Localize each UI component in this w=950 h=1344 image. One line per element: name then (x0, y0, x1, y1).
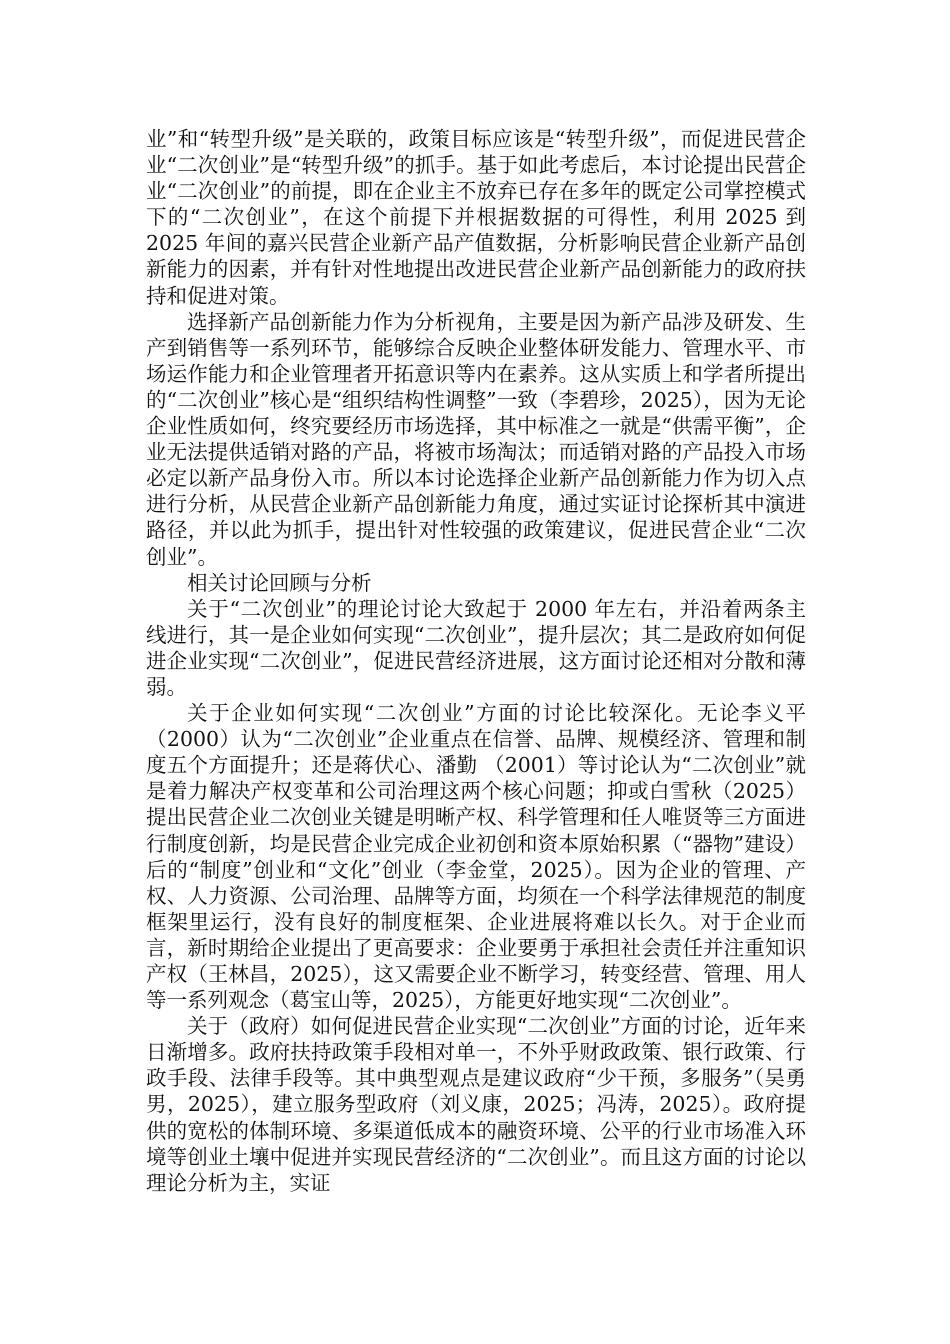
paragraph-new-product-perspective: 选择新产品创新能力作为分析视角，主要是因为新产品涉及研发、生产到销售等一系列环节，能够综合反映企业整体研发能力、管理水平、市场运作能力和企业管理者开拓意识等内在素养。这从实质上和学者所提出的“二次创业”核心是“组织结构性调整”一致（李碧珍，2025），因为无论企业性质如何，终究要经历市场选择，其中标准之一就是“供需平衡”，企业无法提供适销对路的产品，将被市场淘汰；而适销对路的产品投入市场必定以新产品身份入市。所以本讨论选择企业新产品创新能力作为切入点进行分析，从民营企业新产品创新能力角度，通过实证讨论探析其中演进路径，并以此为抓手，提出针对性较强的政策建议，促进民营企业“二次创业”。 (146, 309, 806, 569)
document-body (146, 126, 806, 1196)
paragraph-government-research: 关于（政府）如何促进民营企业实现“二次创业”方面的讨论，近年来日渐增多。政府扶持政策手段相对单一，不外乎财政政策、银行政策、行政手段、法律手段等。其中典型观点是建议政府“少干预，多服务”（吴勇男，2025），建立服务型政府（刘义康，2025；冯涛，2025）。政府提供的宽松的体制环境、多渠道低成本的融资环境、公平的行业市场准入环境等创业土壤中促进并实现民营经济的“二次创业”。而且这方面的讨论以理论分析为主，实证 (146, 1014, 806, 1195)
section-heading: 相关讨论回顾与分析 (187, 570, 372, 595)
paragraph-research-overview: 关于“二次创业”的理论讨论大致起于 2000 年左右，并沿着两条主线进行，其一是企业如何实现“二次创业”，提升层次；其二是政府如何促进企业实现“二次创业”，促进民营经济进展，这方面讨论还相对分散和薄弱。 (146, 596, 806, 699)
paragraph-continuation: 业”和“转型升级”是关联的，政策目标应该是“转型升级”，而促进民营企业“二次创业”是“转型升级”的抓手。基于如此考虑后，本讨论提出民营企业“二次创业”的前提，即在企业主不放弃已存在多年的既定公司掌控模式下的“二次创业”，在这个前提下并根据数据的可得性，利用 2025 到 2025 年间的嘉兴民营企业新产品产值数据，分析影响民营企业新产品创新能力的因素，并有针对性地提出改进民营企业新产品创新能力的政府扶持和促进对策。 (146, 127, 806, 308)
paragraph-enterprise-research: 关于企业如何实现“二次创业”方面的讨论比较深化。无论李义平（2000）认为“二次创业”企业重点在信誉、品牌、规模经济、管理和制度五个方面提升；还是蒋伏心、潘勤 （2001）等讨论认为“二次创业”就是着力解决产权变革和公司治理这两个核心问题；抑或白雪秋（2025）提出民营企业二次创业关键是明晰产权、科学管理和任人唯贤等三方面进行制度创新，均是民营企业完成企业初创和资本原始积累（“器物”建设）后的“制度”创业和“文化”创业（李金堂，2025）。因为企业的管理、产权、人力资源、公司治理、品牌等方面，均须在一个科学法律规范的制度框架里运行，没有良好的制度框架、企业进展将难以长久。对于企业而言，新时期给企业提出了更高要求：企业要勇于承担社会责任并注重知识产权（王林昌，2025），这又需要企业不断学习，转变经营、管理、用人等一系列观念（葛宝山等，2025），方能更好地实现“二次创业”。 (146, 701, 806, 1013)
